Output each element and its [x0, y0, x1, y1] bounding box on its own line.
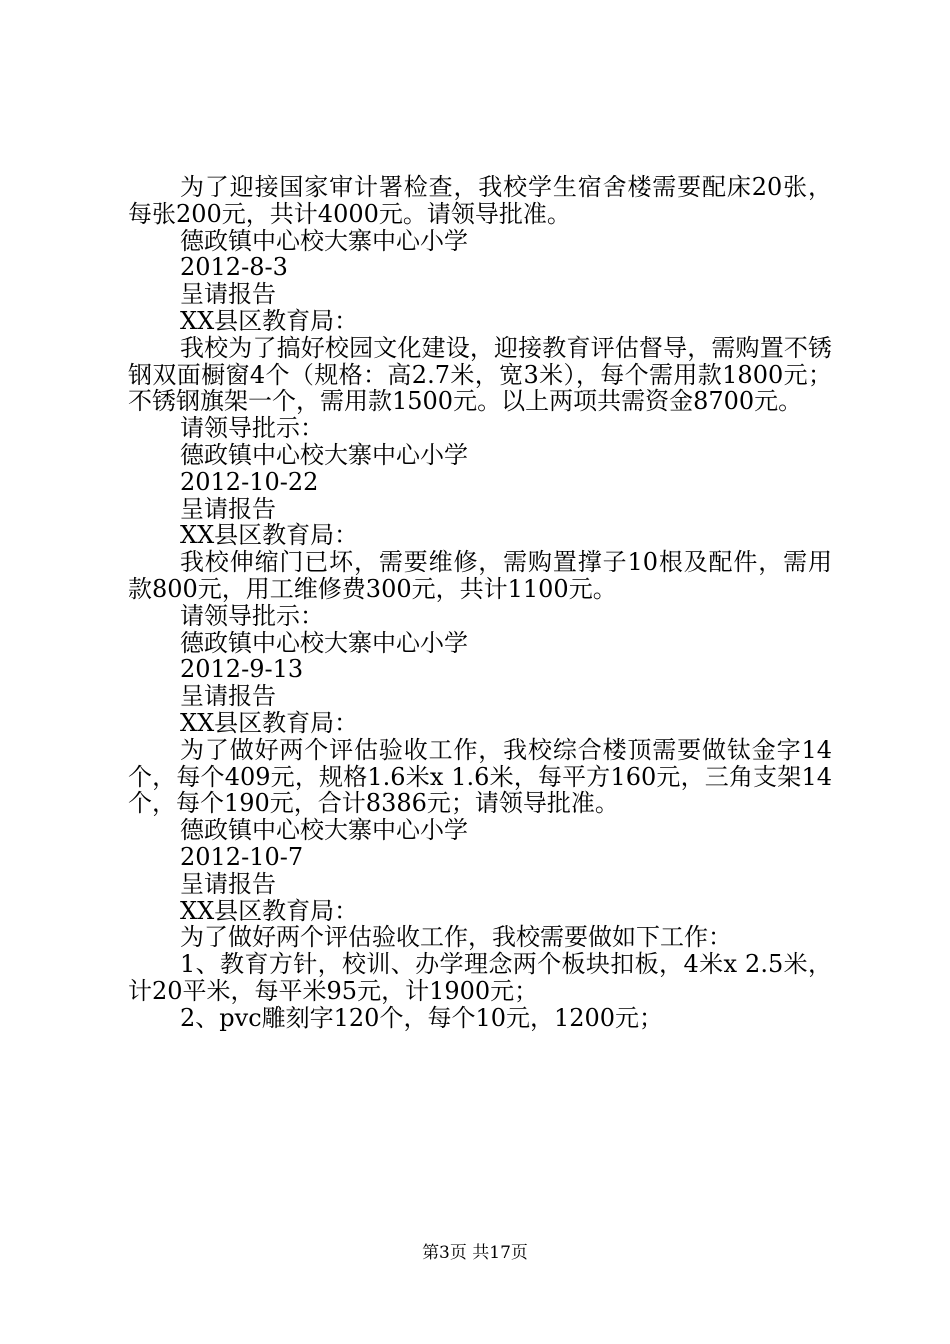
report-recipient: XX县区教育局：: [180, 896, 359, 925]
list-item-boards: 1、教育方针，校训、办学理念两个板块扣板，4米x 2.5米，计20平米，每平米95元，计1900元；: [128, 950, 832, 1005]
report-recipient: XX县区教育局：: [180, 708, 359, 737]
report-date: 2012-10-22: [180, 467, 319, 496]
signature-school: 德政镇中心校大寨中心小学: [180, 816, 468, 845]
report-date: 2012-8-3: [180, 253, 288, 282]
paragraph-gate-repair: 我校伸缩门已坏，需要维修，需购置撑子10根及配件，需用款800元，用工维修费300元，共计1100元。: [128, 548, 832, 603]
report-title: 呈请报告: [180, 494, 276, 523]
report-title: 呈请报告: [180, 682, 276, 711]
report-recipient: XX县区教育局：: [180, 306, 359, 335]
paragraph-display-cabinets: 我校为了搞好校园文化建设，迎接教育评估督导，需购置不锈钢双面橱窗4个（规格：高2.7米，宽3米），每个需用款1800元；不锈钢旗架一个，需用款1500元。以上两项共需资金8700元。: [128, 333, 832, 416]
signature-school: 德政镇中心校大寨中心小学: [180, 628, 468, 657]
request-approval: 请领导批示：: [180, 414, 324, 443]
document-body: [128, 174, 832, 1032]
paragraph-titanium-letters: 为了做好两个评估验收工作，我校综合楼顶需要做钛金字14个，每个409元，规格1.6米x 1.6米，每平方160元，三角支架14个，每个190元，合计8386元；请领导批准。: [128, 735, 832, 818]
report-recipient: XX县区教育局：: [180, 521, 359, 550]
paragraph-evaluation-intro: 为了做好两个评估验收工作，我校需要做如下工作：: [180, 923, 732, 952]
paragraph-dormitory-beds: 为了迎接国家审计署检查，我校学生宿舍楼需要配床20张，每张200元，共计4000元。请领导批准。: [128, 173, 832, 228]
page-footer: 第3页 共17页: [422, 1243, 528, 1263]
signature-school: 德政镇中心校大寨中心小学: [180, 226, 468, 255]
signature-school: 德政镇中心校大寨中心小学: [180, 440, 468, 469]
report-date: 2012-10-7: [180, 842, 304, 871]
report-title: 呈请报告: [180, 280, 276, 309]
request-approval: 请领导批示：: [180, 601, 324, 630]
report-title: 呈请报告: [180, 869, 276, 898]
list-item-pvc-letters: 2、pvc雕刻字120个，每个10元，1200元；: [180, 1003, 664, 1032]
report-date: 2012-9-13: [180, 655, 304, 684]
